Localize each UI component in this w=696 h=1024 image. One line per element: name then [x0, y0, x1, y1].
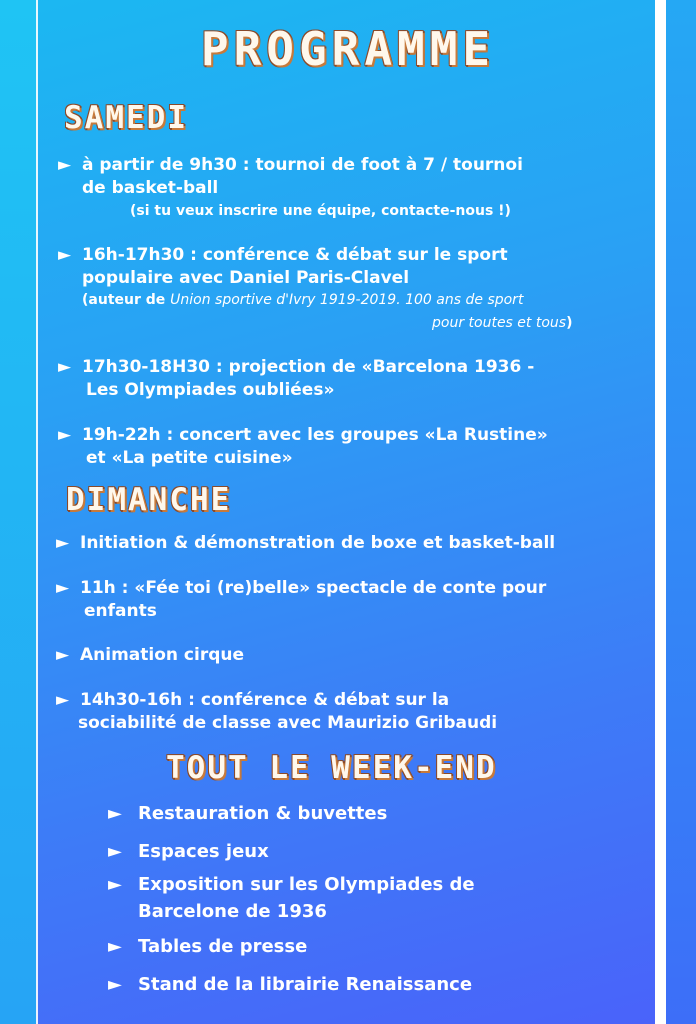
arrow-icon: ►: [108, 874, 122, 895]
list-item: ► 14h30-16h : conférence & débat sur la sociabilité de classe avec Maurizio Gribaudi: [56, 690, 498, 733]
right-frame-bar: [655, 0, 666, 1024]
arrow-icon: ►: [58, 245, 72, 265]
section-heading-dimanche: DIMANCHE: [66, 482, 232, 518]
left-frame-line: [36, 0, 38, 1024]
left-border: [0, 0, 36, 1024]
page-title: PROGRAMME: [200, 22, 496, 76]
section-heading-weekend: TOUT LE WEEK-END: [166, 750, 497, 786]
section-heading-samedi: SAMEDI: [64, 100, 188, 136]
right-border: [666, 0, 696, 1024]
list-item: ► 19h-22h : concert avec les groupes «La Rustine» et «La petite cuisine»: [58, 425, 548, 468]
list-item: ► Tables de presse: [108, 936, 308, 957]
list-item: ► Stand de la librairie Renaissance: [108, 974, 473, 995]
arrow-icon: ►: [56, 533, 70, 553]
list-item: ► Exposition sur les Olympiades de Barcelone de 1936: [108, 871, 475, 925]
list-item: ► 17h30-18H30 : projection de «Barcelona 1936 - Les Olympiades oubliées»: [58, 357, 535, 400]
list-item: ► Initiation & démonstration de boxe et basket-ball: [56, 533, 556, 553]
arrow-icon: ►: [56, 578, 70, 598]
arrow-icon: ►: [56, 690, 70, 710]
list-item: ► Espaces jeux: [108, 841, 269, 862]
arrow-icon: ►: [108, 974, 122, 995]
list-item: ► 11h : «Fée toi (re)belle» spectacle de conte pour enfants: [56, 578, 547, 621]
item-note-continued: pour toutes et tous): [432, 315, 573, 331]
list-item: ► Restauration & buvettes: [108, 803, 388, 824]
arrow-icon: ►: [56, 645, 70, 665]
list-item: ► Animation cirque: [56, 645, 245, 665]
arrow-icon: ►: [58, 425, 72, 445]
arrow-icon: ►: [108, 841, 122, 862]
item-note: (si tu veux inscrire une équipe, contacte-nous !): [130, 203, 511, 219]
arrow-icon: ►: [58, 155, 72, 175]
list-item: ► 16h-17h30 : conférence & débat sur le sport populaire avec Daniel Paris-Clavel: [58, 245, 508, 288]
arrow-icon: ►: [108, 936, 122, 957]
list-item: ► à partir de 9h30 : tournoi de foot à 7 / tournoi de basket-ball: [58, 155, 523, 198]
arrow-icon: ►: [108, 803, 122, 824]
arrow-icon: ►: [58, 357, 72, 377]
item-note: (auteur de Union sportive d'Ivry 1919-2019. 100 ans de sport: [82, 292, 524, 308]
